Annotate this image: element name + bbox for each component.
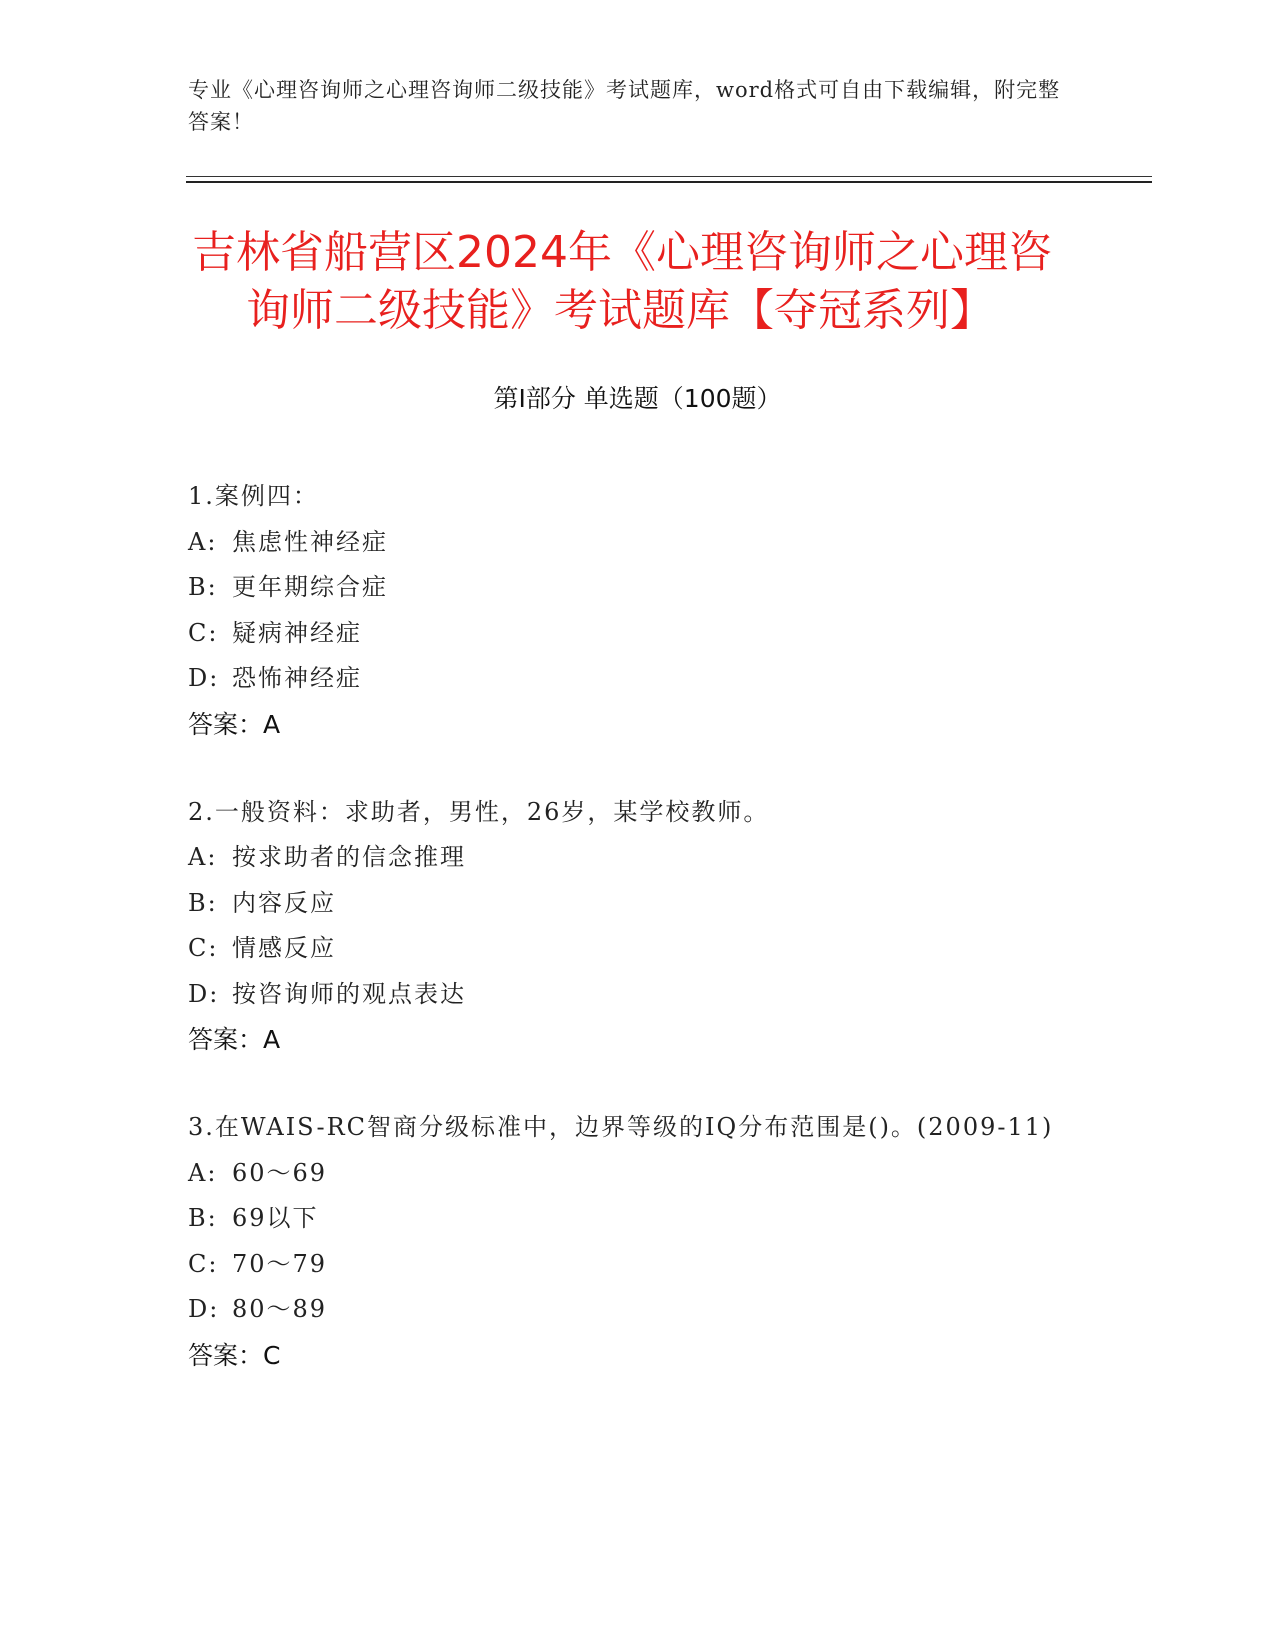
document-title: [186, 224, 1086, 340]
section-heading: 第I部分 单选题（100题）: [493, 384, 782, 413]
option-c: [188, 926, 1078, 972]
question-stem: 3.在WAIS-RC智商分级标准中，边界等级的IQ分布范围是()。(2009-11): [188, 1113, 1054, 1141]
option-key: C:: [188, 1249, 219, 1278]
option-d: [188, 972, 1078, 1018]
option-b: [188, 565, 1078, 611]
option-key: C:: [188, 934, 219, 962]
option-text: 80～89: [232, 1295, 328, 1323]
option-c: [188, 611, 1078, 657]
option-b: [188, 1196, 1078, 1242]
option-text: 焦虑性神经症: [232, 527, 388, 556]
option-b: [188, 881, 1078, 927]
option-key: C:: [188, 618, 219, 647]
option-text: 更年期综合症: [232, 573, 388, 601]
option-text: 按求助者的信念推理: [232, 843, 466, 871]
document-title-line-2: 询师二级技能》考试题库【夺冠系列】: [246, 285, 994, 336]
option-d: [188, 1287, 1078, 1333]
option-key: B:: [188, 573, 218, 601]
question-1: [188, 474, 1078, 747]
option-key: D:: [188, 1295, 220, 1323]
question-stem: 2.一般资料：求助者，男性，26岁，某学校教师。: [188, 797, 770, 826]
question-stem: 1.案例四：: [188, 482, 319, 510]
option-text: 70～79: [232, 1249, 328, 1278]
option-text: 疑病神经症: [232, 618, 362, 647]
option-key: D:: [188, 979, 220, 1008]
option-text: 恐怖神经症: [232, 664, 362, 692]
option-key: A:: [188, 1158, 218, 1187]
option-a: [188, 1151, 1078, 1197]
option-c: [188, 1242, 1078, 1288]
option-text: 情感反应: [232, 934, 336, 962]
question-2: [188, 790, 1078, 1063]
option-text: 内容反应: [232, 888, 336, 917]
option-key: A:: [188, 843, 218, 871]
option-key: B:: [188, 888, 218, 917]
option-text: 按咨询师的观点表达: [232, 979, 466, 1008]
header-divider-thin: [186, 176, 1152, 177]
option-key: B:: [188, 1204, 218, 1232]
option-text: 69以下: [232, 1204, 319, 1232]
header-divider-thick: [186, 181, 1152, 183]
option-text: 60～69: [232, 1158, 328, 1187]
answer-line: 答案：A: [188, 709, 281, 739]
header-note: 专业《心理咨询师之心理咨询师二级技能》考试题库，word格式可自由下载编辑，附完整答案！: [188, 78, 1061, 134]
option-key: D:: [188, 664, 220, 692]
answer-line: 答案：C: [188, 1340, 281, 1370]
option-d: [188, 656, 1078, 702]
question-list: [188, 474, 1078, 1421]
question-3: [188, 1105, 1078, 1378]
document-title-line-1: 吉林省船营区2024年《心理咨询师之心理咨: [192, 227, 1052, 278]
option-a: [188, 835, 1078, 881]
answer-line: 答案：A: [188, 1025, 281, 1054]
option-a: [188, 520, 1078, 566]
option-key: A:: [188, 527, 218, 556]
